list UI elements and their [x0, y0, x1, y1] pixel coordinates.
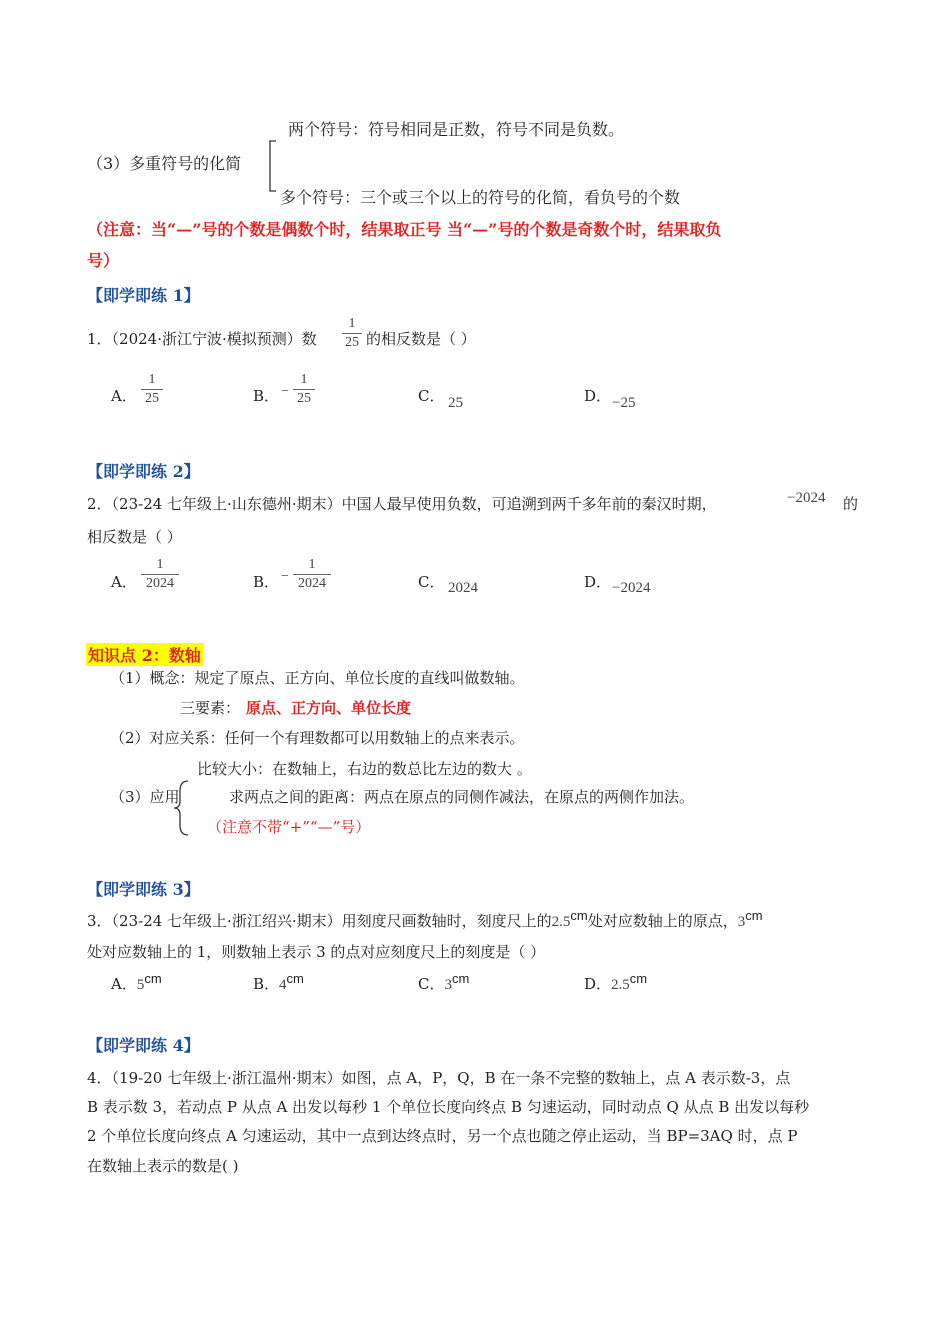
q1-option-c-label[interactable]: C． — [418, 387, 445, 405]
sign-note-line-1: （注意：当“—”号的个数是偶数个时，结果取正号 当“—”号的个数是奇数个时，结果取负 — [87, 220, 722, 239]
q1-option-a-label[interactable]: A． — [111, 387, 137, 405]
question-3-line-1: 3．（23-24 七年级上·浙江绍兴·期末）用刻度尺画数轴时，刻度尺上的2.5cm处对应数轴上的原点，3cm — [87, 908, 763, 930]
q2-option-d-label[interactable]: D． — [584, 573, 612, 591]
q2-option-b-value: 1 2024 — [293, 557, 331, 592]
multiple-signs-label: （3）多重符号的化简 — [87, 154, 242, 173]
correspondence-rule: （2）对应关系：任何一个有理数都可以用数轴上的点来表示。 — [110, 729, 525, 747]
q3-option-c[interactable]: C．3cm — [418, 971, 470, 993]
application-brace-icon — [172, 779, 192, 837]
sign-note-line-2: 号） — [87, 251, 120, 270]
q1-option-d-label[interactable]: D． — [584, 387, 612, 405]
q2-option-a-label[interactable]: A． — [111, 573, 137, 591]
q2-option-b-sign: − — [281, 569, 289, 584]
practice-2-header: 【即学即练 2】 — [87, 462, 200, 481]
q3-option-b[interactable]: B．4cm — [253, 971, 304, 993]
question-2-line-2: 相反数是（ ） — [87, 528, 182, 546]
brace-icon — [266, 139, 280, 195]
question-2-number: −2024 — [787, 490, 826, 506]
many-signs-rule: 多个符号：三个或三个以上的符号的化简，看负号的个数 — [280, 188, 681, 207]
question-1-suffix: 的相反数是（ ） — [366, 330, 476, 348]
practice-1-header: 【即学即练 1】 — [87, 286, 200, 305]
application-label: （3）应用 — [110, 788, 180, 806]
practice-3-header: 【即学即练 3】 — [87, 880, 200, 899]
question-1-prefix: 1．（2024·浙江宁波·模拟预测）数 — [87, 330, 317, 348]
knowledge-point-2-title: 知识点 2：数轴 — [86, 643, 203, 666]
q1-option-c-value: 25 — [448, 395, 463, 411]
practice-4-header: 【即学即练 4】 — [87, 1036, 200, 1055]
q1-option-d-value: −25 — [612, 395, 636, 411]
question-1-fraction: 1 25 — [342, 316, 362, 351]
q1-option-b-label[interactable]: B． — [253, 387, 280, 405]
question-3-line-2: 处对应数轴上的 1，则数轴上表示 3 的点对应刻度尺上的刻度是（ ） — [87, 943, 546, 961]
distance-note: （注意不带“+”“—”号） — [207, 818, 371, 836]
q2-option-d-value: −2024 — [612, 580, 651, 596]
question-2-suffix: 的 — [843, 495, 859, 513]
q1-option-b-value: 1 25 — [293, 372, 315, 407]
compare-rule: 比较大小：在数轴上，右边的数总比左边的数大 。 — [197, 760, 532, 778]
q2-option-c-value: 2024 — [448, 580, 478, 596]
number-line-concept: （1）概念：规定了原点、正方向、单位长度的直线叫做数轴。 — [110, 669, 525, 687]
q2-option-a-value: 1 2024 — [141, 557, 179, 592]
two-signs-rule: 两个符号：符号相同是正数，符号不同是负数。 — [288, 120, 625, 139]
distance-rule: 求两点之间的距离：两点在原点的同侧作减法，在原点的两侧作加法。 — [229, 788, 695, 806]
q3-option-d[interactable]: D．2.5cm — [584, 971, 648, 993]
question-4-line-1: 4．（19-20 七年级上·浙江温州·期末）如图，点 A，P，Q，B 在一条不完整的数轴上，点 A 表示数-3，点 — [87, 1069, 791, 1087]
question-4-line-2: B 表示数 3，若动点 P 从点 A 出发以每秒 1 个单位长度向终点 B 匀速运动，同时动点 Q 从点 B 出发以每秒 — [87, 1098, 810, 1116]
q1-option-a-value: 1 25 — [141, 372, 163, 407]
q2-option-c-label[interactable]: C． — [418, 573, 445, 591]
question-4-line-3: 2 个单位长度向终点 A 匀速运动，其中一点到达终点时，另一个点也随之停止运动，当 BP=3AQ 时，点 P — [87, 1127, 798, 1145]
q3-option-a[interactable]: A．5cm — [111, 971, 162, 993]
three-elements-value: 原点、正方向、单位长度 — [246, 699, 412, 717]
q1-option-b-sign: − — [281, 384, 289, 399]
question-4-line-4: 在数轴上表示的数是( ) — [87, 1157, 239, 1175]
question-2-prefix: 2．（23-24 七年级上·山东德州·期末）中国人最早使用负数，可追溯到两千多年前的秦汉时期， — [87, 495, 717, 513]
three-elements-label: 三要素： — [180, 699, 241, 717]
q2-option-b-label[interactable]: B． — [253, 573, 280, 591]
